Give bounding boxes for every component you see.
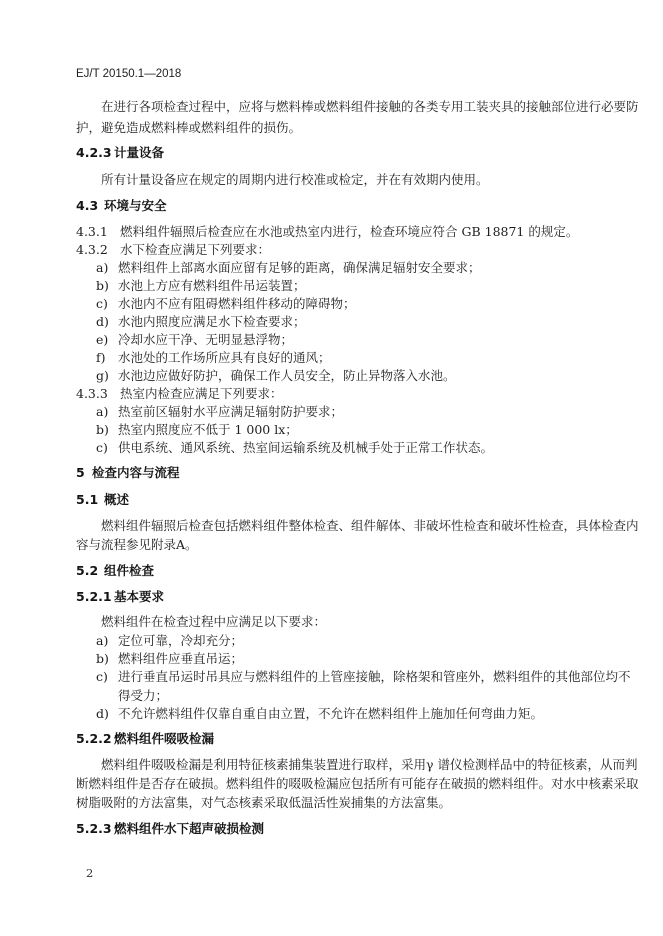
section-4-3-heading [76, 198, 167, 214]
standard-code: EJ/T 20150.1—2018 [76, 68, 182, 80]
clause-number: 4.3.3 [76, 386, 108, 401]
section-5-1-line-2: 容与流程参见附录A。 [76, 537, 198, 552]
list-item: b) 水池上方应有燃料组件吊运装置； [96, 278, 306, 293]
section-5-2-heading [76, 563, 154, 579]
section-number: 5.1 [76, 492, 99, 507]
section-title: 检查内容与流程 [92, 465, 180, 480]
section-title: 燃料组件啜吸检漏 [114, 731, 215, 746]
section-title: 环境与安全 [104, 198, 167, 213]
clause-text: 燃料组件辐照后检查应在水池或热室内进行，检查环境应符合 GB 18871 的规定。 [120, 224, 579, 239]
section-5-2-2-line-2: 断燃料组件是否存在破损。燃料组件的啜吸检漏应包括所有可能存在破损的燃料组件。对水中核素采取 [76, 776, 639, 791]
list-item: a) 热室前区辐射水平应满足辐射防护要求； [96, 404, 344, 419]
section-5-2-1-heading [76, 589, 164, 605]
section-4-2-3-heading [76, 145, 164, 161]
list-item: a) 燃料组件上部离水面应留有足够的距离，确保满足辐射安全要求； [96, 260, 481, 275]
section-number: 4.2.3 [76, 145, 112, 160]
clause-4-3-1 [76, 224, 578, 240]
section-4-2-3-text: 所有计量设备应在规定的周期内进行校准或检定，并在有效期内使用。 [101, 172, 489, 187]
section-5-2-2-line-1: 燃料组件啜吸检漏是利用特征核素捕集装置进行取样，采用γ 谱仪检测样品中的特征核素，从而判 [101, 757, 638, 772]
list-item-continuation: 得受力； [118, 688, 169, 703]
section-title: 概述 [104, 492, 130, 507]
section-5-1-heading [76, 492, 129, 508]
section-5-2-3-heading [76, 821, 264, 837]
section-number: 5.2.2 [76, 731, 112, 746]
intro-line-1: 在进行各项检查过程中，应将与燃料棒或燃料组件接触的各类专用工装夹具的接触部位进行必要防 [101, 99, 639, 114]
list-item: c) 进行垂直吊运时吊具应与燃料组件的上管座接触，除格架和管座外，燃料组件的其他部位均不 [96, 669, 631, 684]
section-title: 燃料组件水下超声破损检测 [114, 821, 265, 836]
section-number: 5.2 [76, 563, 99, 578]
clause-number: 4.3.2 [76, 242, 108, 257]
list-item: c) 水池内不应有阻碍燃料组件移动的障碍物； [96, 296, 356, 311]
section-5-1-line-1: 燃料组件辐照后检查包括燃料组件整体检查、组件解体、非破坏性检查和破坏性检查，具体检查内 [101, 518, 639, 533]
list-item: e) 冷却水应干净、无明显悬浮物； [96, 332, 294, 347]
section-title: 基本要求 [114, 589, 165, 604]
section-title: 计量设备 [114, 145, 165, 160]
section-5-2-2-heading [76, 731, 214, 747]
section-5-heading [76, 465, 180, 481]
clause-text: 水下检查应满足下列要求： [120, 242, 271, 257]
list-item: d) 不允许燃料组件仅靠自重自由立置，不允许在燃料组件上施加任何弯曲力矩。 [96, 706, 544, 721]
clause-4-3-3 [76, 386, 283, 402]
clause-4-3-2 [76, 242, 270, 258]
list-item: b) 热室内照度应不低于 1 000 lx； [96, 422, 298, 437]
list-item: g) 水池边应做好防护，确保工作人员安全，防止异物落入水池。 [96, 368, 456, 383]
list-item: b) 燃料组件应垂直吊运； [96, 651, 244, 666]
list-item: d) 水池内照度应满足水下检查要求； [96, 314, 306, 329]
clause-number: 4.3.1 [76, 224, 108, 239]
section-5-2-1-text: 燃料组件在检查过程中应满足以下要求： [101, 614, 327, 629]
list-item: f) 水池处的工作场所应具有良好的通风； [96, 350, 331, 365]
page-number: 2 [86, 866, 94, 880]
section-title: 组件检查 [104, 563, 155, 578]
section-number: 4.3 [76, 198, 99, 213]
clause-text: 热室内检查应满足下列要求： [120, 386, 283, 401]
section-number: 5.2.1 [76, 589, 112, 604]
list-item: c) 供电系统、通风系统、热室间运输系统及机械手处于正常工作状态。 [96, 440, 494, 455]
list-item: a) 定位可靠，冷却充分； [96, 633, 244, 648]
section-5-2-2-line-3: 树脂吸附的方法富集，对气态核素采取低温活性炭捕集的方法富集。 [76, 795, 452, 810]
intro-line-2: 护，避免造成燃料棒或燃料组件的损伤。 [76, 120, 302, 135]
section-number: 5.2.3 [76, 821, 112, 836]
section-number: 5 [76, 465, 85, 480]
